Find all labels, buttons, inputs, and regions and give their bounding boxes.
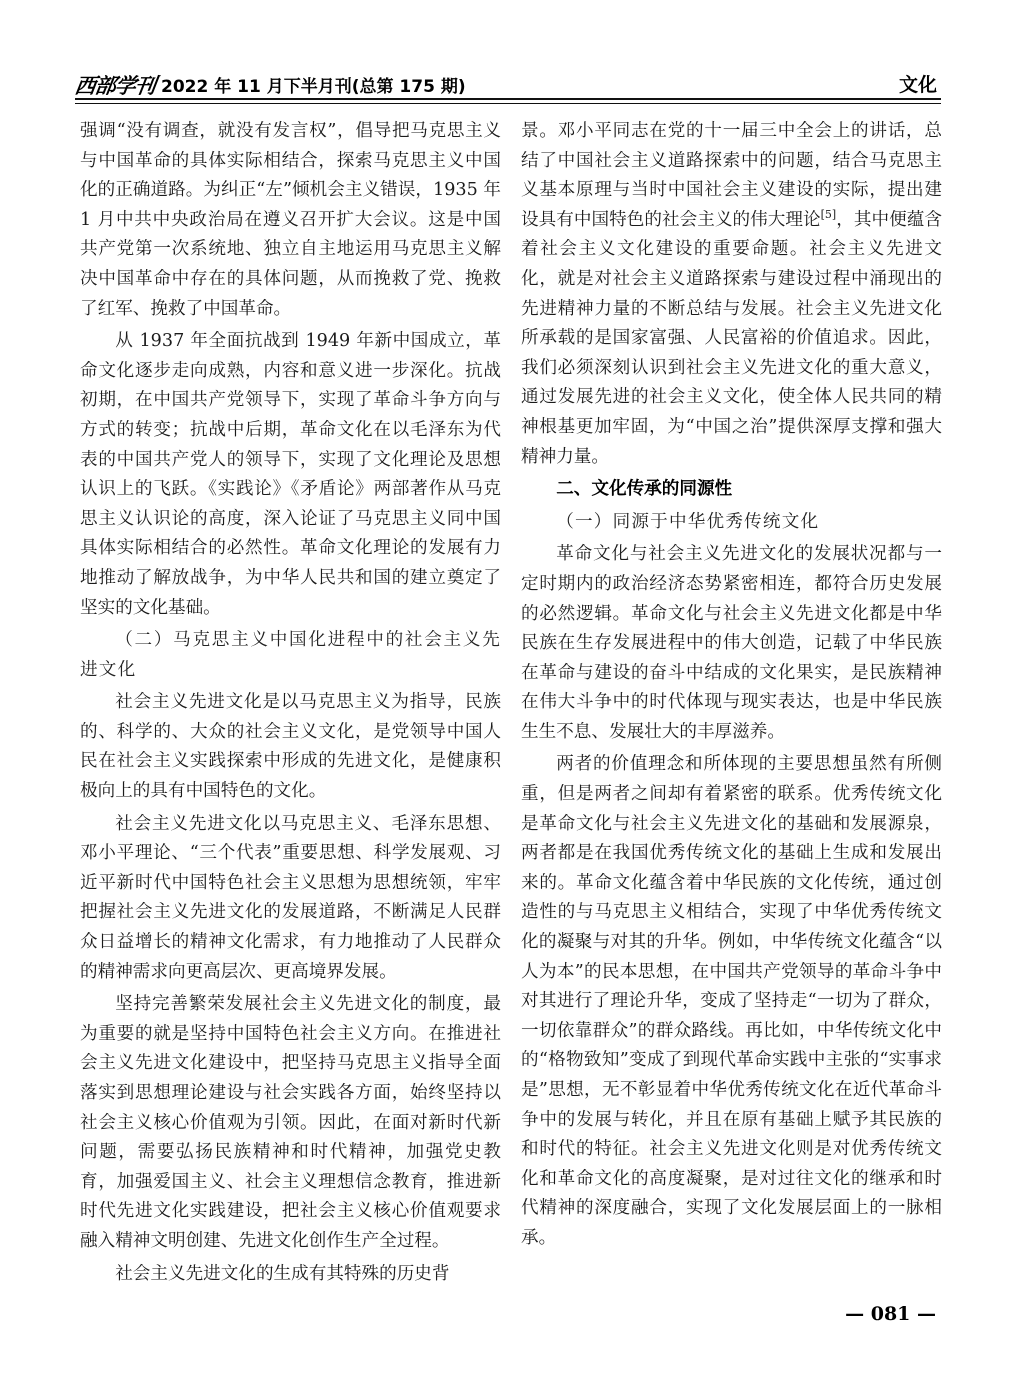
- paragraph: 革命文化与社会主义先进文化的发展状况都与一定时期内的政治经济态势紧密相连，都符合历史发展的必然逻辑。革命文化与社会主义先进文化都是中华民族在生存发展进程中的伟大创造，记载了中华民族在革命与建设的奋斗中结成的文化果实，是民族精神在伟大斗争中的时代体现与现实表达，也是中华民族生生不息、发展壮大的丰厚滋养。: [521, 544, 942, 742]
- paragraph: 从 1937 年全面抗战到 1949 年新中国成立，革命文化逐步走向成熟，内容和意义进一步深化。抗战初期，在中国共产党领导下，实现了革命斗争方向与方式的转变；抗战中后期，革命文化在以毛泽东为代表的中国共产党人的领导下，实现了文化理论及思想认识上的飞跃。《实践论》《矛盾论》两部著作从马克思主义认识论的高度，深入论证了马克思主义同中国具体实际相结合的必然性。革命文化理论的发展有力地推动了解放战争，为中华人民共和国的建立奠定了坚实的文化基础。: [80, 331, 501, 618]
- left-column: [80, 117, 501, 1292]
- sub-heading: （二）马克思主义中国化进程中的社会主义先进文化: [80, 630, 501, 680]
- right-column: [521, 117, 942, 1257]
- section-name: 文化: [898, 74, 937, 96]
- paragraph: 坚持完善繁荣发展社会主义先进文化的制度，最为重要的就是坚持中国特色社会主义方向。在推进社会主义先进文化建设中，把坚持马克思主义指导全面落实到思想理论建设与社会实践各方面，始终坚持以社会主义核心价值观为引领。因此，在面对新时代新问题，需要弘扬民族精神和时代精神，加强党史教育，加强爱国主义、社会主义理想信念教育，推进新时代先进文化实践建设，把社会主义核心价值观要求融入精神文明创建、先进文化创作生产全过程。: [80, 994, 501, 1251]
- issue-info: 2022 年 11 月下半月刊(总第 175 期): [161, 77, 466, 97]
- paragraph: 两者的价值理念和所体现的主要思想虽然有所侧重，但是两者之间却有着紧密的联系。优秀传统文化是革命文化与社会主义先进文化的基础和发展源泉，两者都是在我国优秀传统文化的基础上生成和发展出来的。革命文化蕴含着中华民族的文化传统，通过创造性的与马克思主义相结合，实现了中华优秀传统文化的凝聚与对其的升华。例如，中华传统文化蕴含“以人为本”的民本思想，在中国共产党领导的革命斗争中对其进行了理论升华，变成了坚持走“一切为了群众，一切依靠群众”的群众路线。再比如，中华传统文化中的“格物致知”变成了到现代革命实践中主张的“实事求是”思想，无不彰显着中华优秀传统文化在近代革命斗争中的发展与转化，并且在原有基础上赋予其民族的和时代的特征。社会主义先进文化则是对优秀传统文化和革命文化的高度凝聚，是对过往文化的继承和时代精神的深度融合，实现了文化发展层面上的一脉相承。: [521, 754, 942, 1248]
- sub-heading: （一）同源于中华优秀传统文化: [556, 511, 820, 532]
- paragraph-text: 景。邓小平同志在党的十一届三中全会上的讲话，总结了中国社会主义道路探索中的问题，结合马克思主义基本原理与当时中国社会主义建设的实际，提出建设具有中国特色的社会主义的伟大理论: [521, 121, 942, 230]
- journal-logo: 西部学刊: [73, 73, 157, 98]
- paragraph: 社会主义先进文化是以马克思主义为指导，民族的、科学的、大众的社会主义文化，是党领导中国人民在社会主义实践探索中形成的先进文化，是健康积极向上的具有中国特色的文化。: [80, 692, 501, 802]
- section-heading: 二、文化传承的同源性: [556, 479, 733, 500]
- paragraph-with-citation: [521, 117, 942, 472]
- paragraph: 社会主义先进文化的生成有其特殊的历史背: [115, 1263, 450, 1284]
- paragraph: 社会主义先进文化以马克思主义、毛泽东思想、邓小平理论、“三个代表”重要思想、科学发展观、习近平新时代中国特色社会主义思想为思想统领，牢牢把握社会主义先进文化的发展道路，不断满足人民群众日益增长的精神文化需求，有力地推动了人民群众的精神需求向更高层次、更高境界发展。: [80, 813, 501, 982]
- citation-marker: [5]: [820, 207, 837, 221]
- paragraph: 强调“没有调查，就没有发言权”，倡导把马克思主义与中国革命的具体实际相结合，探索马克思主义中国化的正确道路。为纠正“左”倾机会主义错误，1935 年 1 月中共中央政治局在遵义召开扩大会议。这是中国共产党第一次系统地、独立自主地运用马克思主义解决中国革命中存在的具体问题，从而挽救了党、挽救了红军、挽救了中国革命。: [80, 121, 501, 319]
- paragraph-text: ，其中便蕴含着社会主义文化建设的重要命题。社会主义先进文化，就是对社会主义道路探索与建设过程中涌现出的先进精神力量的不断总结与发展。社会主义先进文化所承载的是国家富强、人民富裕的价值追求。因此，我们必须深刻认识到社会主义先进文化的重大意义，通过发展先进的社会主义文化，使全体人民共同的精神根基更加牢固，为“中国之治”提供深厚支撑和强大精神力量。: [521, 209, 942, 467]
- page-number: — 081 —: [845, 1303, 936, 1325]
- running-header: [75, 68, 941, 100]
